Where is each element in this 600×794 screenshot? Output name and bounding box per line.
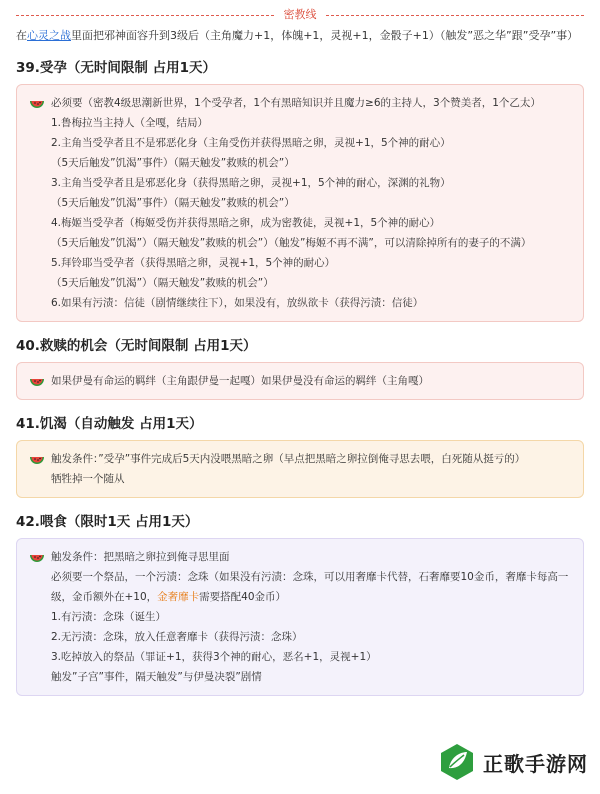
section-title: 41.饥渴（自动触发 占用1天） <box>16 416 203 432</box>
watermelon-icon <box>29 549 45 565</box>
site-logo[interactable] <box>437 742 588 782</box>
list-item: 如果伊曼有命运的羁绊（主角跟伊曼一起嘎）如果伊曼没有命运的羁绊（主角嘎） <box>51 375 429 387</box>
list-item: 2.主角当受孕者且不是邪恶化身（主角受伤并获得黑暗之卵，灵视+1，5个神的耐心） <box>51 137 451 149</box>
box-content <box>51 449 525 489</box>
section-box <box>16 362 584 400</box>
list-item: 3.主角当受孕者且是邪恶化身（获得黑暗之卵，灵视+1，5个神的耐心，深渊的礼物） <box>51 177 451 189</box>
list-item: 1.有污渍：念珠（诞生） <box>51 611 167 623</box>
list-item: 5.拜铃耶当受孕者（获得黑暗之卵，灵视+1，5个神的耐心） <box>51 257 336 269</box>
box-content <box>51 371 429 391</box>
requirement-tail: 需要搭配40金币） <box>199 591 287 603</box>
list-item: 1.鲁梅拉当主持人（全嘎，结局） <box>51 117 209 129</box>
list-item: 2.无污渍：念珠，放入任意奢靡卡（获得污渍：念珠） <box>51 631 303 643</box>
highlight-keyword: 金奢靡卡 <box>157 591 200 603</box>
intro-link[interactable]: 心灵之战 <box>27 29 71 42</box>
list-item: 3.吃掉放入的祭品（罪证+1，获得3个神的耐心，恶名+1，灵视+1） <box>51 651 377 663</box>
list-item: （5天后触发”饥渴”事件）（隔天触发”救赎的机会”） <box>51 197 295 209</box>
intro-suffix: 里面把邪神面容升到3级后（主角魔力+1，体魄+1，灵视+1，金骰子+1）（触发”恶之华”跟”受孕”事） <box>71 29 579 42</box>
list-item: 触发”子宫”事件，隔天触发”与伊曼决裂”剧情 <box>51 671 262 683</box>
section-divider <box>16 8 584 22</box>
watermelon-icon <box>29 373 45 389</box>
green-leaf-logo-icon <box>437 742 477 782</box>
box-row <box>29 93 571 313</box>
box-content <box>51 93 541 313</box>
list-item <box>51 567 571 607</box>
logo-text: 正歌手游网 <box>483 751 588 776</box>
section-title: 42.喂食（限时1天 占用1天） <box>16 514 199 530</box>
section-box <box>16 84 584 322</box>
list-item: 必须要（密教4级思潮新世界，1个受孕者，1个有黑暗知识并且魔力≥6的主持人，3个赞美者，1个乙太） <box>51 97 541 109</box>
list-item: 触发条件：把黑暗之卵拉到俺寻思里面 <box>51 551 230 563</box>
list-item: 牺牲掉一个随从 <box>51 473 125 485</box>
box-row <box>29 449 571 489</box>
list-item: 6.如果有污渍：信徒（剧情继续往下），如果没有，放纵欲卡（获得污渍：信徒） <box>51 297 424 309</box>
section-box <box>16 538 584 696</box>
divider-label: 密教线 <box>276 8 325 22</box>
list-item: （5天后触发”饥渴”）（隔天触发”救赎的机会”） <box>51 277 274 289</box>
box-content <box>51 547 571 687</box>
section-box <box>16 440 584 498</box>
article <box>0 8 600 696</box>
list-item: （5天后触发”饥渴”）（隔天触发”救赎的机会”）（触发”梅姬不再不满”，可以清除掉所有的妻子的不满） <box>51 237 532 249</box>
watermelon-icon <box>29 95 45 111</box>
watermelon-icon <box>29 451 45 467</box>
list-item: 4.梅姬当受孕者（梅姬受伤并获得黑暗之卵，成为密教徒，灵视+1，5个神的耐心） <box>51 217 441 229</box>
section-title: 40.救赎的机会（无时间限制 占用1天） <box>16 338 257 354</box>
section-title: 39.受孕（无时间限制 占用1天） <box>16 60 217 76</box>
list-item: 触发条件：”受孕”事件完成后5天内没喂黑暗之卵（早点把黑暗之卵拉倒俺寻思去喂，白死随从挺亏的） <box>51 453 526 465</box>
list-item: （5天后触发”饥渴”事件）（隔天触发”救赎的机会”） <box>51 157 295 169</box>
intro-prefix: 在 <box>16 29 27 42</box>
box-row <box>29 547 571 687</box>
box-row <box>29 371 571 391</box>
intro-paragraph <box>16 28 584 44</box>
requirement-text: 必须要一个祭品，一个污渍：念珠（如果没有污渍：念珠，可以用奢靡卡代替，石奢靡要10金币，奢靡卡每高一级，金币额外在+10， <box>51 571 569 603</box>
